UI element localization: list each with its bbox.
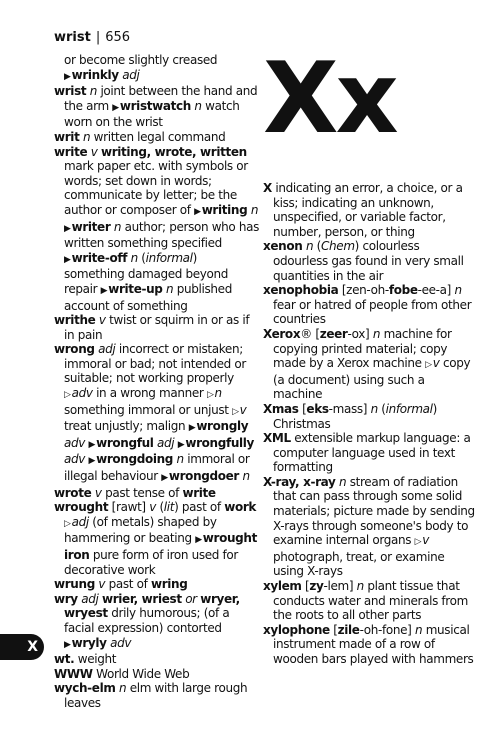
italic-label: adj [98, 342, 116, 357]
italic-label: adj [122, 67, 140, 82]
bold-term: zeer [319, 326, 348, 341]
italic-label: lit [163, 500, 175, 515]
derived-form-marker-icon: ▶ [64, 223, 71, 234]
derived-form-marker-icon: ▶ [195, 535, 202, 546]
dictionary-entry [54, 667, 260, 682]
headword: wt. [54, 652, 75, 667]
header-separator: | [95, 30, 101, 45]
headword: Xmas [263, 401, 299, 416]
definition-text: ( [313, 239, 321, 254]
entry-continuation [54, 53, 260, 68]
italic-label: n [176, 452, 184, 467]
italic-label: adj [157, 435, 175, 450]
dictionary-entry [263, 623, 477, 667]
derived-form-marker-icon: ▶ [161, 473, 168, 484]
headword: writ [54, 129, 80, 144]
definition-text: machine for copying printed material; copy made by a Xerox machine [273, 326, 452, 371]
bold-term: wring [150, 577, 188, 592]
headword: XML [263, 431, 291, 446]
definition-text: -ox] [347, 326, 373, 341]
part-of-speech-change-icon: ▷ [232, 406, 239, 417]
definition-text: or become slightly creased [64, 53, 218, 67]
italic-label: n [242, 469, 250, 484]
derived-form-marker-icon: ▶ [88, 439, 96, 450]
headword: wrist [54, 84, 87, 99]
italic-label: adv [110, 635, 132, 650]
italic-label: n [250, 202, 259, 217]
dictionary-entry [263, 327, 477, 402]
italic-label: v [432, 356, 440, 371]
italic-label: or [185, 591, 197, 606]
definition-text: (of metals) shaped by hammering or beating [64, 514, 217, 546]
definition-text: plant tissue that conducts water and minerals from the roots to all other parts [273, 579, 468, 623]
derived-form-marker-icon: ▶ [88, 456, 96, 467]
italic-label: n [89, 84, 97, 99]
entry-continuation [54, 68, 260, 85]
definition-text: past tense of [101, 485, 183, 500]
dictionary-entry [54, 342, 260, 485]
headword: wrought [54, 500, 109, 515]
dictionary-entry [54, 84, 260, 130]
definition-text: ( [377, 401, 386, 416]
bold-term: write [182, 485, 216, 500]
italic-label: n [370, 401, 378, 416]
headword: wrung [54, 577, 95, 592]
dictionary-entry [263, 431, 477, 475]
definition-text: -lem] [323, 579, 357, 594]
bold-term: work [224, 500, 257, 515]
derived-form-marker-icon: ▶ [64, 639, 71, 650]
definition-text: past of [105, 577, 151, 592]
definition-text: ( [155, 500, 164, 515]
headword: wry [54, 591, 78, 606]
definition-text: ) something damaged beyond repair [64, 250, 229, 296]
definition-text: immoral or illegal behaviour [64, 452, 250, 484]
dictionary-entry [263, 239, 477, 283]
definition-text: mark paper etc. with symbols or words; set down in words; communicate by letter; be the author or composer of [64, 159, 248, 217]
headword: X [263, 181, 272, 195]
definition-text: [ [298, 401, 307, 416]
definition-text: World Wide Web [92, 666, 190, 681]
definition-text: ) colourless odourless gas found in very small quantities in the air [273, 239, 464, 283]
italic-label: adv [71, 386, 93, 401]
part-of-speech-change-icon: ▷ [206, 390, 214, 401]
bold-term: wrongdoer [168, 469, 239, 484]
bold-term: writing [201, 202, 248, 217]
definition-text: [zen-oh- [338, 283, 389, 298]
derived-form-marker-icon: ▶ [177, 439, 185, 450]
derived-form-marker-icon: ▶ [64, 71, 71, 82]
definition-text: twist or squirm in or as if in pain [64, 313, 250, 342]
bold-term: eks [306, 401, 329, 416]
italic-label: v [149, 500, 156, 515]
definition-text: pure form of iron used for decorative work [64, 548, 238, 577]
section-letter: Xx [263, 42, 396, 156]
bold-term: write-up [108, 281, 163, 296]
thumb-index-tab [0, 634, 44, 660]
definition-text [85, 452, 88, 466]
header-headword: wrist [54, 30, 91, 45]
italic-label: n [339, 474, 347, 489]
definition-text: something immoral or unjust [64, 402, 233, 417]
italic-label: v [98, 313, 106, 328]
definition-text: extensible markup language: a computer language used in text formatting [273, 431, 471, 475]
part-of-speech-change-icon: ▷ [64, 390, 71, 401]
definition-text: author; person who has written something specified [64, 219, 260, 251]
italic-label: adv [64, 452, 86, 467]
part-of-speech-change-icon: ▷ [414, 537, 422, 548]
italic-label: v [98, 577, 106, 592]
dictionary-entry [54, 313, 260, 342]
italic-label: v [422, 533, 429, 548]
definition-text: ( [137, 250, 146, 265]
definition-text: -oh-fone] [359, 622, 415, 637]
definition-text: [ [329, 622, 338, 637]
derived-form-marker-icon: ▶ [64, 254, 71, 265]
italic-label: n [305, 239, 314, 254]
headword: wych-elm [54, 681, 116, 696]
bold-term: writing, wrote, written [100, 144, 247, 159]
right-column [263, 181, 477, 667]
definition-text: drily humorous; (of a facial expression) contorted [64, 606, 230, 635]
bold-term: zile [337, 622, 360, 637]
derived-form-marker-icon: ▶ [112, 102, 119, 113]
definition-text: in a wrong manner [92, 386, 207, 401]
dictionary-entry [54, 592, 260, 652]
bold-term: fobe [388, 283, 418, 298]
bold-term: wristwatch [119, 98, 191, 113]
headword: xylem [263, 579, 302, 594]
definition-text: elm with large rough leaves [64, 681, 248, 710]
italic-label: adj [81, 591, 99, 606]
left-column [54, 53, 260, 711]
definition-text: [rawt] [108, 500, 150, 515]
derived-form-marker-icon: ▶ [194, 206, 201, 217]
part-of-speech-change-icon: ▷ [425, 360, 432, 371]
definition-text: -mass] [328, 401, 371, 416]
definition-text: stream of radiation that can pass through some solid materials; picture made by sending X-rays through someone's body to examine internal organs [273, 474, 475, 548]
headword: Xerox [263, 326, 301, 341]
italic-label: n [356, 579, 364, 594]
definition-text: published account of something [64, 281, 232, 313]
definition-text: copy (a document) using such a machine [273, 356, 471, 402]
page-number: 656 [105, 30, 131, 45]
dictionary-entry [54, 577, 260, 592]
derived-form-marker-icon: ▶ [100, 285, 108, 296]
dictionary-entry [263, 475, 477, 579]
bold-term: wrinkly [71, 67, 119, 82]
bold-term: wryly [71, 635, 107, 650]
bold-term: wrongdoing [96, 452, 174, 467]
dictionary-entry [54, 130, 260, 145]
dictionary-entry [54, 145, 260, 314]
headword: write [54, 144, 88, 159]
italic-label: n [130, 250, 138, 265]
definition-text: ) Christmas [273, 401, 437, 431]
italic-label: v [239, 402, 247, 417]
definition-text: ® [ [300, 326, 320, 341]
definition-text: [ [301, 579, 310, 594]
italic-label: n [454, 283, 462, 298]
definition-text: indicating an error, a choice, or a kiss; indicating an unknown, unspecified, or variable factor, number, person, or thing [271, 181, 463, 239]
headword: writhe [54, 313, 96, 328]
italic-label: n [194, 98, 202, 113]
dictionary-entry [54, 652, 260, 667]
headword: WWW [54, 666, 93, 681]
italic-label: informal [145, 250, 193, 265]
bold-term: wrongly [196, 419, 249, 434]
dictionary-entry [54, 500, 260, 577]
italic-label: n [118, 681, 127, 696]
running-header [54, 30, 130, 45]
definition-text: joint between the hand and the arm [64, 84, 258, 113]
italic-label: v [94, 485, 102, 500]
bold-term: write-off [71, 250, 128, 265]
derived-form-marker-icon: ▶ [188, 423, 196, 434]
dictionary-entry [54, 681, 260, 710]
bold-term: wrought iron [64, 531, 257, 562]
definition-text: written legal command [90, 129, 226, 144]
bold-term: wrongful [96, 435, 154, 450]
headword: X-ray, x-ray [263, 474, 336, 489]
part-of-speech-change-icon: ▷ [64, 518, 71, 529]
definition-text: musical instrument made of a row of wooden bars played with hammers [273, 622, 474, 666]
headword: wrote [54, 485, 92, 500]
definition-text: watch worn on the wrist [64, 98, 240, 130]
definition-text: weight [74, 652, 117, 667]
definition-text: -ee-a] [417, 283, 455, 298]
headword: xylophone [263, 622, 330, 637]
italic-label: n [414, 622, 423, 637]
italic-label: n [372, 326, 381, 341]
definition-text: fear or hatred of people from other countries [273, 297, 472, 327]
dictionary-entry [263, 181, 477, 239]
bold-term: wrier, wriest [101, 591, 182, 606]
headword: xenon [263, 239, 303, 254]
italic-label: adv [64, 435, 86, 450]
bold-term: zy [309, 579, 324, 594]
italic-label: informal [385, 401, 433, 416]
bold-term: wryer, wryest [64, 591, 240, 621]
italic-label: n [113, 219, 122, 234]
bold-term: wrongfully [185, 435, 255, 450]
bold-term: writer [71, 219, 111, 234]
italic-label: v [90, 144, 98, 159]
definition-text: incorrect or mistaken; immoral or bad; not intended or suitable; not working properly [64, 342, 246, 386]
thumb-index-letter: X [27, 639, 38, 655]
definition-text [85, 436, 88, 450]
dictionary-entry [263, 579, 477, 623]
dictionary-entry [263, 283, 477, 327]
italic-label: adj [71, 514, 89, 529]
dictionary-entry [263, 402, 477, 431]
dictionary-entry [54, 486, 260, 501]
italic-label: Chem [321, 239, 355, 254]
headword: xenophobia [263, 283, 339, 298]
headword: wrong [54, 342, 95, 357]
italic-label: n [166, 281, 174, 296]
italic-label: n [82, 129, 91, 144]
italic-label: n [214, 386, 222, 401]
definition-text: ) past of [174, 500, 225, 515]
definition-text: photograph, treat, or examine using X-rays [273, 549, 445, 579]
definition-text: treat unjustly; malign [64, 419, 189, 434]
